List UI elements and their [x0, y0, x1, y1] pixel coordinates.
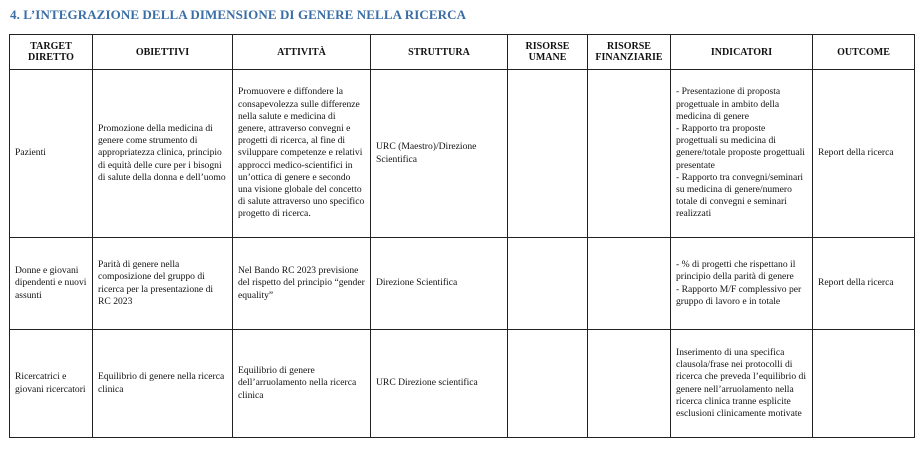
cell-struttura: Direzione Scientifica — [371, 238, 508, 330]
cell-struttura: URC Direzione scientifica — [371, 330, 508, 438]
cell-attivita: Nel Bando RC 2023 previsione del rispetto del principio “gender equality” — [233, 238, 371, 330]
header-struttura: STRUTTURA — [371, 35, 508, 70]
cell-attivita: Equilibrio di genere dell’arruolamento nella ricerca clinica — [233, 330, 371, 438]
cell-indicatori: Inserimento di una specifica clausola/frase nei protocolli di ricerca che preveda l’equilibrio di genere nell’arruolamento nella ricerca clinica tranne esplicite esclusioni clinicamente motivate — [671, 330, 813, 438]
cell-struttura: URC (Maestro)/Direzione Scientifica — [371, 70, 508, 238]
cell-risorse-finanziarie — [588, 70, 671, 238]
cell-outcome — [813, 330, 915, 438]
section-heading: 4. L’INTEGRAZIONE DELLA DIMENSIONE DI GENERE NELLA RICERCA — [10, 7, 467, 22]
cell-indicatori: - % di progetti che rispettano il principio della parità di genere - Rapporto M/F complessivo per gruppo di lavoro e in totale — [671, 238, 813, 330]
cell-outcome: Report della ricerca — [813, 70, 915, 238]
cell-obiettivi: Promozione della medicina di genere come strumento di appropriatezza clinica, principio di equità delle cure per i bisogni di salute della donna e dell’uomo — [93, 70, 233, 238]
header-attivita: ATTIVITÀ — [233, 35, 371, 70]
table-header-row — [10, 35, 915, 70]
cell-attivita: Promuovere e diffondere la consapevolezza sulle differenze nella salute e medicina di genere, attraverso convegni e progetti di ricerca, al fine di sviluppare competenze e relativi approcci medico-scientifici in un’ottica di genere e secondo una visione globale del concetto di salute attraverso uno specifico progetto di ricerca. — [233, 70, 371, 238]
cell-risorse-umane — [508, 70, 588, 238]
cell-target: Donne e giovani dipendenti e nuovi assunti — [10, 238, 93, 330]
cell-risorse-finanziarie — [588, 330, 671, 438]
header-obiettivi: OBIETTIVI — [93, 35, 233, 70]
cell-obiettivi: Equilibrio di genere nella ricerca clinica — [93, 330, 233, 438]
cell-obiettivi: Parità di genere nella composizione del gruppo di ricerca per la presentazione di RC 2023 — [93, 238, 233, 330]
header-risorse-finanziarie: RISORSE FINANZIARIE — [588, 35, 671, 70]
table-row — [10, 70, 915, 238]
header-outcome: OUTCOME — [813, 35, 915, 70]
cell-indicatori: - Presentazione di proposta progettuale in ambito della medicina di genere - Rapporto tra proposte progettuali su medicina di genere/totale proposte progettuali presentate - Rapporto tra convegni/seminari su medicina di genere/numero totale di convegni e seminari realizzati — [671, 70, 813, 238]
header-indicatori: INDICATORI — [671, 35, 813, 70]
cell-target: Pazienti — [10, 70, 93, 238]
cell-risorse-umane — [508, 330, 588, 438]
header-target: TARGET DIRETTO — [10, 35, 93, 70]
cell-outcome: Report della ricerca — [813, 238, 915, 330]
cell-target: Ricercatrici e giovani ricercatori — [10, 330, 93, 438]
cell-risorse-finanziarie — [588, 238, 671, 330]
header-risorse-umane: RISORSE UMANE — [508, 35, 588, 70]
cell-risorse-umane — [508, 238, 588, 330]
table-row — [10, 330, 915, 438]
gender-dimension-table — [9, 34, 915, 438]
table-row — [10, 238, 915, 330]
